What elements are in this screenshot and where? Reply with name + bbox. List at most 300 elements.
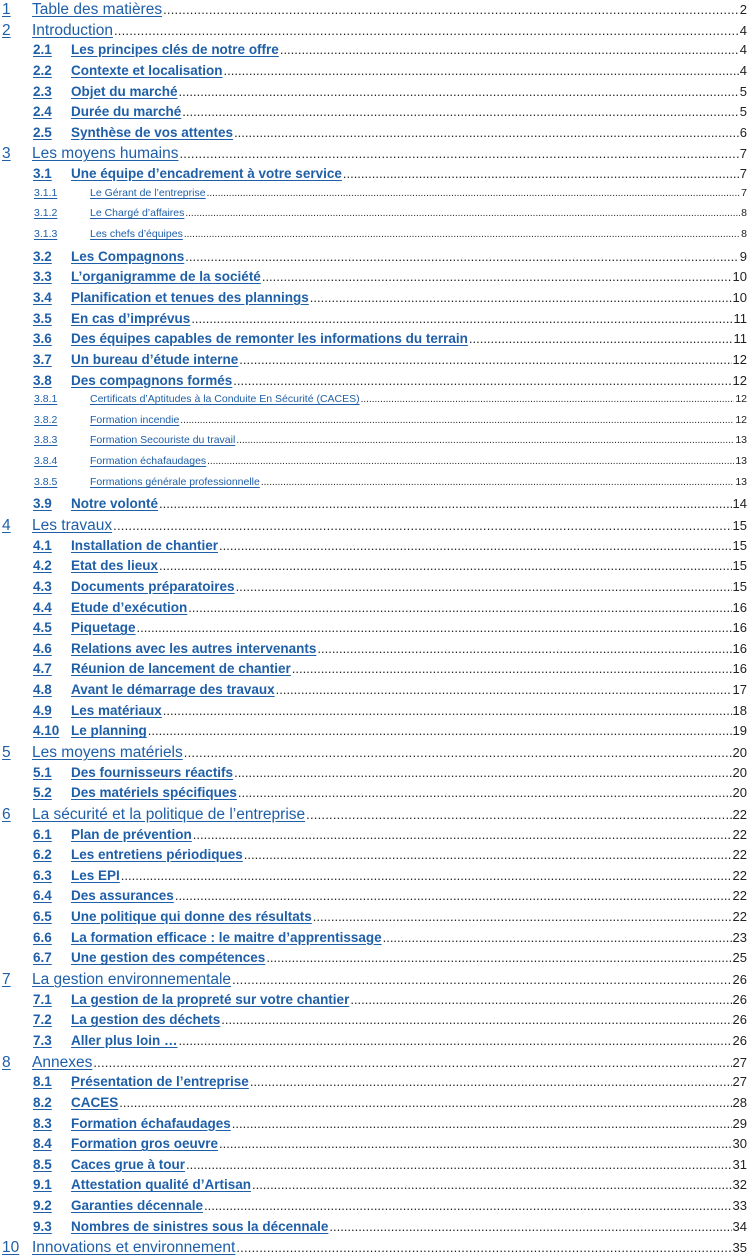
toc-leader-dots [350, 992, 731, 1007]
toc-entry-title[interactable]: Des matériels spécifiques [71, 785, 237, 800]
toc-entry-title[interactable]: Objet du marché [71, 84, 178, 99]
toc-entry-title[interactable]: L’organigramme de la société [71, 269, 261, 284]
toc-entry-page-number: 18 [733, 703, 750, 718]
toc-entry-number[interactable]: 4.4 [33, 600, 71, 615]
toc-leader-dots [188, 600, 731, 615]
toc-entry-title[interactable]: Formation gros oeuvre [71, 1136, 218, 1151]
toc-leader-dots [306, 807, 731, 822]
toc-leader-dots [276, 682, 732, 697]
toc-leader-dots [114, 23, 739, 38]
toc-leader-dots [186, 1157, 731, 1172]
toc-entry-title[interactable]: Les Compagnons [71, 249, 184, 264]
toc-entry-title[interactable]: Synthèse de vos attentes [71, 125, 233, 140]
toc-entry-page-number: 22 [733, 807, 750, 822]
toc-entry-number[interactable]: 9.2 [33, 1198, 71, 1213]
toc-entry-title[interactable]: CACES [71, 1095, 118, 1110]
toc-entry-page-number: 13 [735, 434, 750, 446]
toc-entry-number[interactable]: 9.3 [33, 1219, 71, 1234]
toc-entry-title[interactable]: Les matériaux [71, 703, 162, 718]
toc-leader-dots [234, 765, 731, 780]
toc-entry-number[interactable]: 3.7 [33, 352, 71, 367]
toc-entry-number[interactable]: 3.8.4 [34, 455, 72, 467]
toc-leader-dots [159, 558, 731, 573]
toc-entry-page-number: 8 [741, 228, 750, 240]
toc-leader-dots [193, 827, 732, 842]
toc-entry[interactable] [0, 620, 750, 641]
toc-entry-number[interactable]: 6.7 [33, 950, 71, 965]
toc-entry-number[interactable]: 3.8.2 [34, 414, 72, 426]
toc-entry-number[interactable]: 3.9 [33, 496, 71, 511]
toc-entry-page-number: 15 [733, 518, 750, 533]
toc-leader-dots [163, 703, 732, 718]
toc-entry-title[interactable]: Attestation qualité d’Artisan [71, 1177, 251, 1192]
toc-entry-page-number: 27 [733, 1074, 750, 1089]
toc-entry[interactable] [0, 84, 750, 105]
toc-entry-title[interactable]: Contexte et localisation [71, 63, 223, 78]
toc-entry-title[interactable]: Documents préparatoires [71, 579, 235, 594]
toc-leader-dots [232, 1116, 732, 1131]
toc-entry-number[interactable]: 2.5 [33, 125, 71, 140]
toc-entry-title[interactable]: Une gestion des compétences [71, 950, 265, 965]
toc-entry[interactable] [0, 1177, 750, 1198]
toc-leader-dots [137, 620, 732, 635]
toc-entry[interactable] [0, 1239, 750, 1260]
toc-entry-page-number: 29 [733, 1116, 750, 1131]
toc-entry[interactable] [0, 847, 750, 868]
toc-entry-title[interactable]: Les EPI [71, 868, 120, 883]
toc-entry-page-number: 32 [733, 1177, 750, 1192]
toc-entry-page-number: 2 [740, 2, 750, 17]
toc-entry-number[interactable]: 6.3 [33, 868, 71, 883]
toc-entry-number[interactable]: 3.2 [33, 249, 71, 264]
toc-leader-dots [159, 496, 732, 511]
toc-entry[interactable] [0, 1219, 750, 1240]
toc-entry-number[interactable]: 4.3 [33, 579, 71, 594]
toc-entry-page-number: 30 [733, 1136, 750, 1151]
toc-entry-title[interactable]: Planification et tenues des plannings [71, 290, 309, 305]
toc-entry-title[interactable]: Le Chargé d’affaires [90, 207, 184, 219]
toc-entry-title[interactable]: Plan de prévention [71, 827, 192, 842]
toc-entry-number[interactable]: 4.10 [33, 723, 71, 738]
toc-leader-dots [185, 208, 740, 219]
toc-entry-number[interactable]: 3.5 [33, 311, 71, 326]
toc-entry-title[interactable]: Aller plus loin … [71, 1033, 178, 1048]
toc-entry[interactable] [0, 888, 750, 909]
toc-leader-dots [469, 331, 733, 346]
toc-entry-title[interactable]: La formation efficace : le maitre d’apprentissage [71, 930, 382, 945]
toc-entry[interactable] [0, 641, 750, 662]
toc-entry[interactable] [0, 228, 750, 249]
toc-entry-title[interactable]: Piquetage [71, 620, 136, 635]
toc-leader-dots [310, 290, 732, 305]
toc-entry[interactable] [0, 1116, 750, 1137]
toc-entry[interactable] [0, 868, 750, 889]
toc-entry[interactable] [0, 785, 750, 806]
toc-entry[interactable] [0, 1, 750, 22]
toc-entry-page-number: 26 [733, 992, 750, 1007]
toc-entry-page-number: 23 [733, 930, 750, 945]
toc-entry-number[interactable]: 2.1 [33, 42, 71, 57]
toc-entry-page-number: 22 [733, 909, 750, 924]
toc-entry-number[interactable]: 3.3 [33, 269, 71, 284]
toc-entry-title[interactable]: Formation incendie [90, 414, 179, 426]
toc-entry-number[interactable]: 6.6 [33, 930, 71, 945]
toc-entry[interactable] [0, 1054, 750, 1075]
toc-leader-dots [238, 785, 732, 800]
toc-entry-title[interactable]: Le planning [71, 723, 147, 738]
toc-entry[interactable] [0, 517, 750, 538]
toc-entry-number[interactable]: 5 [0, 744, 32, 762]
toc-entry-page-number: 12 [733, 373, 750, 388]
toc-entry[interactable] [0, 207, 750, 228]
toc-entry[interactable] [0, 723, 750, 744]
toc-entry-number[interactable]: 4.2 [33, 558, 71, 573]
toc-leader-dots [250, 1074, 732, 1089]
toc-entry-title[interactable]: Table des matières [32, 1, 162, 19]
toc-entry-page-number: 4 [740, 63, 750, 78]
toc-entry[interactable] [0, 930, 750, 951]
toc-leader-dots [236, 435, 734, 446]
toc-entry-number[interactable]: 6.1 [33, 827, 71, 842]
toc-entry[interactable] [0, 950, 750, 971]
toc-entry-title[interactable]: Garanties décennale [71, 1198, 203, 1213]
toc-entry-title[interactable]: Certificats d’Aptitudes à la Conduite En Sécurité (CACES) [90, 393, 360, 405]
toc-entry[interactable] [0, 1136, 750, 1157]
toc-leader-dots [244, 847, 732, 862]
toc-entry-page-number: 9 [740, 249, 750, 264]
toc-entry-title[interactable]: Installation de chantier [71, 538, 218, 553]
toc-entry-number[interactable]: 10 [0, 1239, 32, 1257]
toc-entry-title[interactable]: La sécurité et la politique de l’entreprise [32, 806, 305, 824]
toc-leader-dots [207, 188, 741, 199]
toc-entry-page-number: 20 [733, 745, 750, 760]
toc-entry-title[interactable]: Formation Secouriste du travail [90, 434, 235, 446]
toc-leader-dots [232, 972, 731, 987]
toc-entry-title[interactable]: Formation échafaudages [71, 1116, 231, 1131]
toc-leader-dots [262, 269, 732, 284]
toc-entry-page-number: 35 [733, 1240, 750, 1255]
toc-entry-number[interactable]: 8 [0, 1054, 32, 1072]
toc-entry-title[interactable]: La gestion environnementale [32, 971, 231, 989]
toc-entry-title[interactable]: Innovations et environnement [32, 1239, 235, 1257]
toc-entry[interactable] [0, 145, 750, 166]
toc-entry-page-number: 26 [733, 1033, 750, 1048]
toc-entry[interactable] [0, 806, 750, 827]
toc-entry-title[interactable]: Annexes [32, 1054, 92, 1072]
toc-entry[interactable] [0, 1033, 750, 1054]
toc-entry-number[interactable]: 3 [0, 145, 32, 163]
toc-entry-page-number: 27 [733, 1055, 750, 1070]
toc-entry[interactable] [0, 496, 750, 517]
toc-entry-page-number: 6 [740, 125, 750, 140]
toc-leader-dots [179, 1033, 732, 1048]
toc-entry-page-number: 13 [735, 455, 750, 467]
toc-entry-title[interactable]: Etude d’exécution [71, 600, 187, 615]
toc-leader-dots [266, 950, 731, 965]
toc-entry[interactable] [0, 682, 750, 703]
toc-entry-number[interactable]: 6.5 [33, 909, 71, 924]
toc-entry-title[interactable]: Nombres de sinistres sous la décennale [71, 1219, 328, 1234]
toc-leader-dots [163, 2, 739, 17]
toc-entry-number[interactable]: 4.8 [33, 682, 71, 697]
toc-entry[interactable] [0, 104, 750, 125]
toc-leader-dots [221, 1012, 731, 1027]
toc-leader-dots [207, 456, 734, 467]
toc-entry-title[interactable]: Les travaux [32, 517, 112, 535]
toc-entry-number[interactable]: 5.1 [33, 765, 71, 780]
toc-entry-title[interactable]: Les entretiens périodiques [71, 847, 243, 862]
toc-entry-page-number: 15 [733, 538, 750, 553]
toc-entry-title[interactable]: Avant le démarrage des travaux [71, 682, 275, 697]
toc-entry-number[interactable]: 7 [0, 971, 32, 989]
toc-entry-page-number: 16 [733, 600, 750, 615]
toc-entry-number[interactable]: 4.1 [33, 538, 71, 553]
toc-entry-title[interactable]: Les moyens humains [32, 145, 178, 163]
toc-entry-title[interactable]: Présentation de l’entreprise [71, 1074, 249, 1089]
toc-leader-dots [184, 745, 732, 760]
toc-leader-dots [317, 641, 731, 656]
toc-entry-title[interactable]: Des équipes capables de remonter les informations du terrain [71, 331, 468, 346]
toc-entry-title[interactable]: En cas d’imprévus [71, 311, 190, 326]
toc-leader-dots [233, 373, 731, 388]
toc-leader-dots [343, 166, 739, 181]
toc-entry-title[interactable]: Les principes clés de notre offre [71, 42, 279, 57]
toc-entry[interactable] [0, 125, 750, 146]
toc-entry-number[interactable]: 8.3 [33, 1116, 71, 1131]
toc-entry-title[interactable]: Les moyens matériels [32, 744, 183, 762]
toc-entry-number[interactable]: 3.1.3 [34, 228, 72, 240]
toc-entry[interactable] [0, 827, 750, 848]
toc-entry[interactable] [0, 311, 750, 332]
toc-entry-number[interactable]: 6 [0, 806, 32, 824]
toc-entry[interactable] [0, 455, 750, 476]
toc-leader-dots [236, 579, 732, 594]
toc-entry[interactable] [0, 661, 750, 682]
toc-leader-dots [329, 1219, 731, 1234]
toc-entry-title[interactable]: Le Gérant de l’entreprise [90, 187, 206, 199]
toc-leader-dots [361, 394, 735, 405]
toc-entry-number[interactable]: 4.7 [33, 661, 71, 676]
toc-entry-title[interactable]: Des fournisseurs réactifs [71, 765, 233, 780]
toc-entry-number[interactable]: 8.2 [33, 1095, 71, 1110]
toc-entry-number[interactable]: 4.9 [33, 703, 71, 718]
toc-entry-page-number: 22 [733, 827, 750, 842]
toc-leader-dots [313, 909, 732, 924]
toc-entry-number[interactable]: 3.8.5 [34, 476, 72, 488]
toc-entry-title[interactable]: Réunion de lancement de chantier [71, 661, 291, 676]
toc-entry-page-number: 22 [733, 888, 750, 903]
toc-entry-page-number: 19 [733, 723, 750, 738]
toc-leader-dots [184, 229, 740, 240]
toc-entry-title[interactable]: Des assurances [71, 888, 174, 903]
toc-entry[interactable] [0, 166, 750, 187]
toc-entry-number[interactable]: 6.2 [33, 847, 71, 862]
toc-entry-number[interactable]: 2.2 [33, 63, 71, 78]
toc-entry-page-number: 31 [733, 1157, 750, 1172]
toc-entry-number[interactable]: 2 [0, 22, 32, 40]
toc-entry-page-number: 10 [733, 269, 750, 284]
toc-leader-dots [191, 311, 732, 326]
toc-entry-page-number: 20 [733, 785, 750, 800]
toc-entry[interactable] [0, 703, 750, 724]
toc-entry-page-number: 13 [735, 476, 750, 488]
toc-entry-title[interactable]: Durée du marché [71, 104, 181, 119]
toc-entry-page-number: 16 [733, 661, 750, 676]
toc-entry[interactable] [0, 1012, 750, 1033]
toc-entry-page-number: 11 [734, 311, 750, 326]
toc-entry-number[interactable]: 3.1.1 [34, 187, 72, 199]
toc-leader-dots [383, 930, 732, 945]
toc-leader-dots [280, 42, 739, 57]
toc-entry-page-number: 5 [740, 84, 750, 99]
toc-entry-page-number: 5 [740, 104, 750, 119]
toc-entry-number[interactable]: 2.3 [33, 84, 71, 99]
toc-entry-title[interactable]: Etat des lieux [71, 558, 158, 573]
toc-entry-title[interactable]: Des compagnons formés [71, 373, 232, 388]
toc-leader-dots [252, 1177, 732, 1192]
toc-entry-title[interactable]: Une équipe d’encadrement à votre service [71, 166, 342, 181]
toc-entry[interactable] [0, 538, 750, 559]
toc-entry-page-number: 26 [733, 1012, 750, 1027]
toc-entry-page-number: 34 [733, 1219, 750, 1234]
toc-leader-dots [179, 146, 738, 161]
toc-entry[interactable] [0, 269, 750, 290]
toc-entry-page-number: 4 [740, 23, 750, 38]
toc-entry[interactable] [0, 1198, 750, 1219]
toc-entry[interactable] [0, 992, 750, 1013]
toc-entry[interactable] [0, 600, 750, 621]
toc-entry-page-number: 7 [740, 146, 750, 161]
toc-entry-title[interactable]: Notre volonté [71, 496, 158, 511]
toc-entry-title[interactable]: Une politique qui donne des résultats [71, 909, 312, 924]
toc-entry-number[interactable]: 7.1 [33, 992, 71, 1007]
toc-entry-page-number: 16 [733, 641, 750, 656]
toc-leader-dots [113, 518, 731, 533]
toc-entry[interactable] [0, 971, 750, 992]
toc-entry-number[interactable]: 3.8.3 [34, 434, 72, 446]
toc-entry-number[interactable]: 8.4 [33, 1136, 71, 1151]
toc-entry[interactable] [0, 22, 750, 43]
toc-entry-number[interactable]: 4.6 [33, 641, 71, 656]
toc-entry-page-number: 15 [733, 579, 750, 594]
toc-entry-number[interactable]: 3.6 [33, 331, 71, 346]
toc-entry[interactable] [0, 579, 750, 600]
toc-entry-number[interactable]: 3.4 [33, 290, 71, 305]
toc-entry[interactable] [0, 476, 750, 497]
toc-entry-title[interactable]: Formations générale professionnelle [90, 476, 260, 488]
toc-entry-number[interactable]: 8.5 [33, 1157, 71, 1172]
toc-leader-dots [204, 1198, 731, 1213]
toc-entry-page-number: 12 [733, 352, 750, 367]
toc-leader-dots [219, 1136, 732, 1151]
toc-leader-dots [219, 538, 732, 553]
toc-entry-number[interactable]: 4.5 [33, 620, 71, 635]
toc-entry[interactable] [0, 434, 750, 455]
toc-entry-page-number: 15 [733, 558, 750, 573]
toc-entry-page-number: 22 [733, 847, 750, 862]
toc-entry-number[interactable]: 3.1 [33, 166, 71, 181]
toc-leader-dots [236, 1240, 731, 1255]
toc-entry[interactable] [0, 558, 750, 579]
toc-leader-dots [224, 63, 739, 78]
toc-entry[interactable] [0, 290, 750, 311]
toc-entry-page-number: 20 [733, 765, 750, 780]
toc-entry-number[interactable]: 3.8 [33, 373, 71, 388]
toc-entry-page-number: 28 [733, 1095, 750, 1110]
toc-entry[interactable] [0, 187, 750, 208]
toc-entry[interactable] [0, 352, 750, 373]
toc-entry-number[interactable]: 4 [0, 517, 32, 535]
toc-entry-number[interactable]: 8.1 [33, 1074, 71, 1089]
toc-entry-page-number: 25 [733, 950, 750, 965]
toc-entry-title[interactable]: La gestion des déchets [71, 1012, 220, 1027]
toc-entry-number[interactable]: 6.4 [33, 888, 71, 903]
toc-entry[interactable] [0, 1074, 750, 1095]
toc-entry-title[interactable]: Relations avec les autres intervenants [71, 641, 316, 656]
toc-entry-number[interactable]: 9.1 [33, 1177, 71, 1192]
toc-entry-page-number: 4 [740, 42, 750, 57]
toc-leader-dots [261, 477, 734, 488]
toc-leader-dots [185, 249, 739, 264]
toc-leader-dots [239, 352, 731, 367]
toc-entry[interactable] [0, 42, 750, 63]
toc-entry-page-number: 10 [733, 290, 750, 305]
toc-entry[interactable] [0, 1095, 750, 1116]
toc-leader-dots [119, 1095, 731, 1110]
toc-leader-dots [180, 415, 734, 426]
toc-entry-number[interactable]: 2.4 [33, 104, 71, 119]
toc-entry-title[interactable]: Un bureau d’étude interne [71, 352, 238, 367]
toc-entry-page-number: 14 [733, 496, 750, 511]
toc-leader-dots [148, 723, 732, 738]
toc-entry[interactable] [0, 765, 750, 786]
toc-entry[interactable] [0, 373, 750, 394]
toc-entry-page-number: 17 [733, 682, 750, 697]
toc-entry-number[interactable]: 1 [0, 1, 32, 19]
toc-leader-dots [93, 1055, 731, 1070]
toc-entry[interactable] [0, 1157, 750, 1178]
toc-entry-page-number: 22 [733, 868, 750, 883]
toc-entry-title[interactable]: La gestion de la propreté sur votre chantier [71, 992, 349, 1007]
toc-entry[interactable] [0, 909, 750, 930]
toc-entry[interactable] [0, 249, 750, 270]
toc-entry-title[interactable]: Formation échafaudages [90, 455, 206, 467]
toc-entry[interactable] [0, 744, 750, 765]
toc-entry-page-number: 7 [740, 166, 750, 181]
toc-entry-number[interactable]: 7.3 [33, 1033, 71, 1048]
toc-leader-dots [234, 125, 739, 140]
toc-entry[interactable] [0, 331, 750, 352]
toc-entry-number[interactable]: 5.2 [33, 785, 71, 800]
toc-entry-page-number: 11 [734, 331, 750, 346]
toc-leader-dots [292, 661, 732, 676]
toc-leader-dots [175, 888, 732, 903]
toc-entry-page-number: 12 [735, 414, 750, 426]
toc-entry-number[interactable]: 3.8.1 [34, 393, 72, 405]
toc-entry-page-number: 33 [733, 1198, 750, 1213]
toc-entry[interactable] [0, 63, 750, 84]
toc-entry-page-number: 26 [733, 972, 750, 987]
toc-entry-title[interactable]: Introduction [32, 22, 113, 40]
toc-entry-number[interactable]: 3.1.2 [34, 207, 72, 219]
toc-entry-number[interactable]: 7.2 [33, 1012, 71, 1027]
toc-entry-title[interactable]: Caces grue à tour [71, 1157, 185, 1172]
toc-leader-dots [182, 104, 738, 119]
toc-entry-page-number: 16 [733, 620, 750, 635]
toc-entry-title[interactable]: Les chefs d’équipes [90, 228, 183, 240]
toc-entry[interactable] [0, 393, 750, 414]
toc-entry[interactable] [0, 414, 750, 435]
